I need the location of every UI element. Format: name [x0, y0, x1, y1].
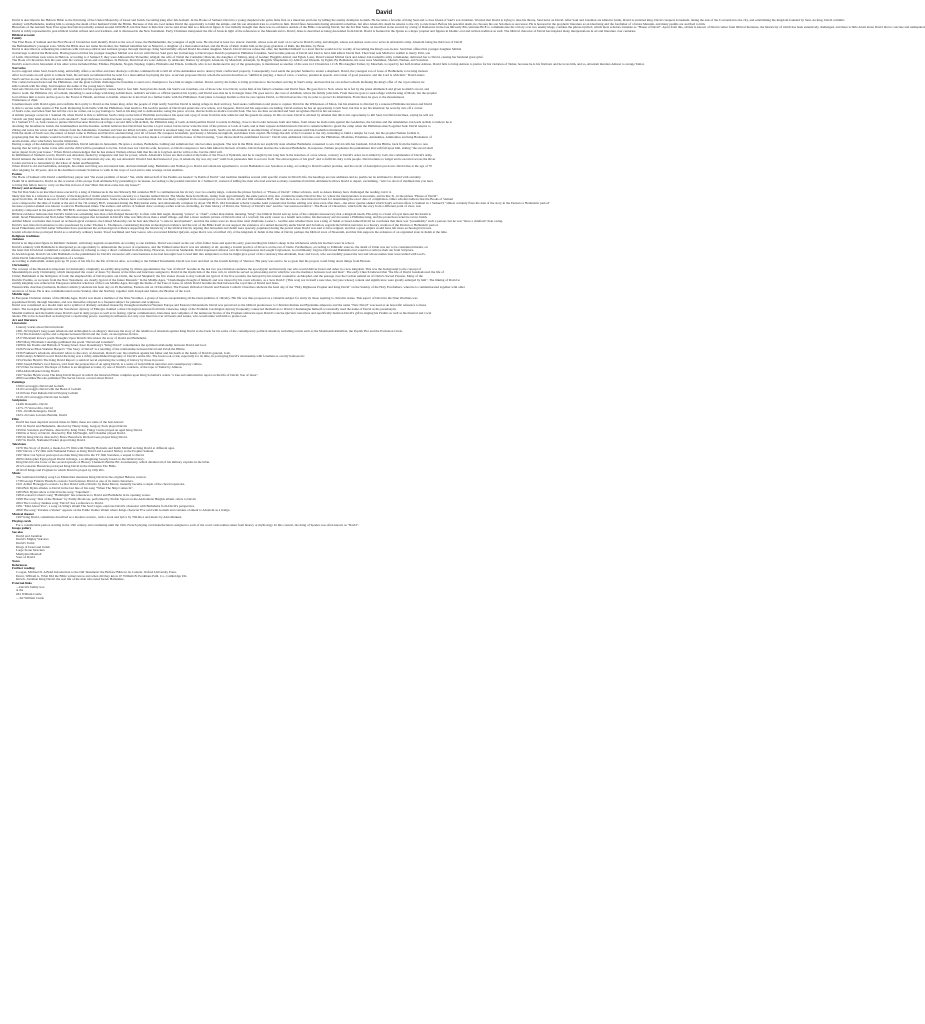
document-page — [12, 10, 925, 600]
section-heading: Narrative — [12, 65, 26, 70]
paragraph-line: Saul sets David over his army. All Israel loves David, but his popularity causes Saul to fear him. Saul plots his death, but Saul's son Jonathan, one of those who love David, warns him of his father's schemes and David flees. He goes first to Nob, where he is fed by the priest Ahimelech and given Goliath's sword, and — [12, 87, 429, 92]
paragraph-line: 1985 In King David, directed by Bruce Beresford, Richard Gere played King David. — [16, 434, 128, 439]
paragraph-line: Israel Finkelstein and Neil Asher Silberman have questioned the archaeological evidence supporting the historicity of the biblical David, arguing that Jerusalem and Judah were sparsely populated during the period when David was said to have reigned, and that a great empire would have left more archeological traces. — [12, 226, 432, 231]
paragraph-line: 2009 The song "Urianne a Sinner" appears on the Eddie Vedder album where Kings character Eve said with Goliath and contains a lament to Absalom as a bridge. — [16, 507, 231, 512]
paragraph-line: 1473–75 Verrocchio, David — [16, 405, 53, 410]
paragraph-line: then to Gath, the Philistine city of Goliath, intending to seek refuge with King Achish there. Achish's servants or official question his loyalty, and David sees that he is in danger there. He goes next to the cave of Adullam, where his family joins him. From there he goes to seek refuge with the king of Moab, but the prophet — [12, 91, 437, 96]
section-heading: Christianity — [12, 262, 30, 267]
paragraph-line: 1964 Bob Dylan alludes to David in the last line of his song "When The Ship Comes In". — [16, 486, 134, 490]
paragraph-line: Jonathan meets with David again and confirms his loyalty to David as the future king. After the people of Ziph notify Saul that David is taking refuge in their territory, Saul seeks confirmation and plans to capture David in the Wilderness of Maon, but his attention is diverted by a renewed Philistine invasion and David — [12, 102, 433, 107]
paragraph-line: Aram-Zobah, after which they become tributaries. — [12, 138, 79, 143]
paragraph-line: 2012 Leonardo Brzezicki portrayed King David in the miniseries The Bible. — [16, 464, 117, 469]
paragraph-line: In 1 Samuel 27:1–4, Saul ceases to pursue David because David took refuge a second time with Achish, the Philistine king of Gath. Achish permits David to reside in Ziklag, close to the border between Gath and Judea, from where he leads raids against the Geshurites, the Girzites and the Amalekites, but leads Achish to believe he is — [12, 120, 452, 125]
paragraph-line: 1997 In David, Nathaniel Parker played King David. — [16, 438, 86, 443]
paragraph-line: 1599 Caravaggio David and Goliath — [16, 383, 64, 388]
paragraph-line: were composed in the time of Josiah at the end of the 7th century BCE, extended during the Babylonian exile, and substantially complete by about 550 BCE. Old Testament scholar Graeme Auld contends that further editing was done even after then—the silver quarter-shekel which Saul's servant offers to Samuel in 1 Samuel 9 "almost certainly fixes the date of the story in the Persian or Hellenistic period" — [12, 200, 550, 205]
paragraph-line: During a siege of the Ammonite capital of Rabbah, David remains in Jerusalem. He spies a woman, Bathsheba, bathing and summons her; she becomes pregnant. The text in the Bible does not explicitly state whether Bathsheba consented to sex. David calls her husband, Uriah the Hittite, back from the battle to rest, — [12, 142, 429, 147]
paragraph-line: 1734 The Kentish Captive and a dispute between David and the court, an anonymous fiction. — [16, 332, 139, 337]
paragraph-line: prophesying that the temple would be built by one of David's sons. Nathan also prophesies that God has made a covenant with the house of David stating, "your throne shall be established forever". David wins additional victories over the Philistines, Moabites, Edomites, Amalekites, Ammonites and king Hadadezer of — [12, 135, 432, 139]
paragraph-line: 1681–82 Dryden's long poem Absalom and Achitophel is an allegory that uses the story of the rebellion of Absalom against King David as the basis for his satire of the contemporary political situation, including events such as the Monmouth Rebellion, the Popish Plot and the Exclusion Crisis. — [16, 328, 403, 333]
paragraph-line: 1610 Caravaggio David with the Head of Goliath — [16, 387, 82, 392]
paragraph-line: David is described in the Hebrew Bible as the third king of the United Monarchy of Israel and Judah, becoming king after Ish-bosheth. In the Books of Samuel, David is a young shepherd who gains fame first as a musician and later by killing the enemy champion Goliath. He becomes a favorite of King Saul and a close friend of Saul's son Jonathan. Worried that David is trying to take his throne, Saul turns on David. After Saul and Jonathan are killed in battle, David is anointed king. David conquers Jerusalem, taking the Ark of the Covenant into the city, and establishing the kingdom founded by Saul. As king, David commits — [12, 18, 845, 22]
paragraph-line: never depart from your house." When David acknowledges that he has sinned, Nathan advises him that his sin is forgiven and he will not die, but the child will. — [12, 149, 223, 154]
paragraph-line: Coogan, Michael D. A Brief Introduction to the Old Testament: the Hebrew Bible in its Context. Oxford University Press. — [16, 570, 177, 575]
paragraph-line: Muslim tradition and the hadith stress David's zeal in daily prayer as well as in fasting. Qur'an commentators, historians and compilers of the numerous Stories of the Prophets elaborate upon David's concise Qur'anic narratives and specifically mention David's gift in singing his Psalms as well as his musical and vocal — [12, 310, 432, 315]
paragraph-line: 1997 Max von Sydow portrayed an older King David in the TV film Solomon, a sequel to David. — [16, 453, 145, 458]
section-heading: Notes — [12, 559, 20, 564]
paragraph-line: 1997 Stefan Heym wrote The King David Report in which the historian Ethan compiles upon King Solomon's orders "a true and authoritative report on the life of David, Son of Jesse". — [16, 372, 259, 377]
paragraph-line: 1960 Joseph Heller's God Knows, told from the perspective of an aging David, is a satire of both biblical narrative and contemporary culture. — [16, 361, 203, 366]
paragraph-line: In fulfillment of Nathan's words, David's son Absalom, fueled by vengeance and lust for power, rebels. Absalom's forces are then routed at the battle of the Wood of Ephraim, and he is caught by his long hair in the branches of a tree where, contrary to David's order, he is killed by Joab, the commander of David's army. — [12, 153, 433, 158]
paragraph-line: Psalm 34 is attributed to David on the occasion of his escape from Abimelech by pretending to be insane. According to the parallel narrative in 1 Samuel 21, instead of killing the man who had exacted so many casualties from him, Abimelech allows David to depart, exclaiming, "Am I so short of madmen that you have — [12, 178, 434, 183]
paragraph-line: 1936 Faulkner's Absalom, Absalom! refers to the story of Absalom, David's son; his rebellion against his father and his death at the hands of David's general, Joab. — [16, 350, 231, 355]
paragraph-line: David laments the death of his favourite son: "O my son Absalom, my son, my son Absalom! Would I had died instead of you, O Absalom, my son, my son!" until Joab persuades him to recover from "the extravagance of his grief" and to fulfil his duty to his people. David returns to Gilgal and is escorted across the River — [12, 156, 436, 161]
paragraph-line: Matityahu Messiah — [16, 551, 42, 556]
paragraph-line: Wilderness of Ziph. — [12, 98, 39, 103]
section-heading: Biblical account — [12, 32, 35, 37]
paragraph-line: the basis that Uriah had committed a capital offense by refusing to obey a direct command from the King. However, in tractate Sanhedrin, David expressed remorse over his transgressions and sought forgiveness. God ultimately forgave David and Bathsheba but would not remove their sin from Scripture. — [12, 248, 414, 253]
section-heading: Musical theater — [12, 511, 35, 516]
paragraph-line: ancestors of Jesus. He is also commemorated on the Sunday after the Nativity, together with Joseph and James, the Brother of the Lord. — [12, 288, 191, 293]
paragraph-line: 1959 In Solomon and Sheba, directed by King Vidor, Finlay Currie played an aged King David. — [16, 427, 143, 432]
paragraph-line: popularised firstly through literature, and was thereafter adopted as a frequent subject for painters and sculptors. — [12, 299, 160, 304]
document-body — [12, 18, 925, 600]
paragraph-line: In Jewish legend, David's sin with Bathsheba is the punishment for David's excessive self-consciousness as he had besought God to lead him into temptation so that he might give proof of his constancy like Abraham, Isaac and Jacob, who successfully passed the test and whose names later were united with God's, — [12, 252, 426, 256]
paragraph-line: Davidic Psalms, as we learn from the New Testament, are clearly typical of the future Messiah." In the Middle Ages, "Charlemagne thought of himself, and was viewed by his court scholars, as a 'new David'. [This was] not in itself a new idea, but [one whose] content and significance were greatly enlarged by him". The linking of David to — [12, 277, 461, 282]
paragraph-line: 2009 Christopher Egan played David in Kings, a re-imagining loosely based on the biblical story. — [16, 456, 145, 461]
paragraph-line: David is an important figure in Rabbinic Judaism, with many legends around him. According to one tradition, David was raised as the son of his father Jesse and spent his early years herding his father's sheep in the wilderness while his brothers were in school. — [12, 241, 355, 246]
paragraph-line: Large Stone Structure — [16, 548, 45, 553]
section-heading: Religious traditions — [12, 233, 40, 238]
paragraph-line: The Tel Dan Stele is an inscribed stone erected by a king of Damascus in the late 9th/early 8th centuries BCE to commemorate his victory over two enemy kings, contains the phrase bytdwd, or "House of David". Other scholars, such as Anson Rainey have challenged the reading, but it is — [12, 189, 392, 194]
paragraph-line: A similar passage occurs in 1 Samuel 26, when David is able to infiltrate Saul's camp on the hill of Hachilah and remove his spear and a jug of water from his side while he and his guards lie asleep. In this account, David is advised by Abishai that this is his opportunity to kill Saul, but David declines, saying he will not — [12, 113, 434, 118]
paragraph-line: Ziklag and saves his wives and the citizens from the Amalekites. Jonathan and Saul are killed in battle, and David is anointed king over Judah. In the north, Saul's son Ish-bosheth is anointed king of Israel, and war ensues until Ish-bosheth is murdered. — [12, 127, 343, 132]
paragraph-line: 1972 Dan Jacobson's The Rape of Tamar is an imagined account, by one of David's courtiers, of the rape of Tamar by Amnon. — [16, 365, 183, 370]
section-heading: Literature — [12, 321, 27, 326]
section-heading: Further reading — [12, 566, 35, 571]
paragraph-line: In European Christian culture of the Middle Ages, David was made a member of the Nine Worthies, a group of heroes encapsulating all the ideal qualities of chivalry. His life was thus proposed as a valuable subject for study by those aspiring to chivalric status. This aspect of David in the Nine Worthies was — [12, 295, 418, 300]
section-heading: References — [12, 562, 28, 567]
paragraph-line: Dever, William G. What Did the Bible writers know and when did they know it? William B. Eerdmans Publ. Co., Cambridge UK. — [16, 573, 188, 578]
paragraph-line: small. Israel Finkelstein and Neil Asher Silberman suggest that Jerusalem in David's time was little more than a small village, and that a more realistic picture of David is that of a warlord; his early career as a bandit and outlaw, his mercenary service under a Philistine king, and the protection racket he ran in Judah. — [12, 215, 428, 220]
paragraph-line: Kings of Israel and Judah — [16, 544, 50, 549]
paragraph-line: David's Mighty Warriors — [16, 537, 49, 542]
paragraph-line: With the death of Saul's son, the elders of Israel come to Hebron and David is anointed king over all of Israel. He conquers Jerusalem, previously a Jebusite stronghold, and makes it his capital. He brings the Ark of the Covenant to the city, intending to build a temple for God, but the prophet Nathan forbids it, — [12, 131, 420, 136]
section-heading: See also — [12, 529, 24, 534]
paragraph-line: probably composed in the period 350–300 BCE, and uses Samuel and Kings as its source. — [12, 208, 131, 213]
paragraph-line: 1984 Allan Massie's King David. — [16, 369, 60, 373]
section-heading: Family — [12, 36, 22, 41]
paragraph-line: David's Tomb — [16, 540, 35, 545]
paragraph-line: Literary works about David include: — [16, 325, 64, 330]
paragraph-line: Historians of the Ancient Near East agree that David probably existed around 1000 BCE, but that there is little that can be said about him as a historical figure. It was initially thought that there was no evidence outside of the Bible concerning David, but the Tel Dan Stele, an inscribed stone erected by a king of Damascus in the late 9th/early 8th centuries BCE to commemorate his victory over two enemy kings, contains the phrase bytdwd, which most scholars translate as "House of David". Apart from this, all that is known of David comes from biblical literature, the historicity of which has been extensively challenged, and there is little detail about David that is concrete and undisputed. — [12, 25, 925, 30]
paragraph-line: 1951 In David and Bathsheba, directed by Henry King, Gregory Peck played David. — [16, 423, 128, 428]
paragraph-line: —David's family tree — [16, 584, 45, 589]
paragraph-line: 1976 The Story of David, a made-for-TV film with Timothy Bottoms and Keith Michell as King David at different ages. — [16, 445, 175, 450]
paragraph-line: Christ; Bethlehem is the birthplace of both; the shepherd life of David points out Christ, the Good Shepherd; the five stones chosen to slay Goliath are typical of the five wounds; the betrayal by his trusted counsellor, Achitophel, and the passage over the Cedron remind us of Christ's Sacred Passion. Many of the — [12, 273, 423, 278]
section-heading: Psalms — [12, 171, 22, 176]
paragraph-line: likely that this is a reference to a dynasty of the Kingdom of Judah which traced its ancestry to a founder named David. The Mesha Stele from Moab, dating from approximately the same period, may also contain the name David in line 12, where the interpretation is uncertain, and in line 31, in the phrase "House of David". — [12, 193, 439, 198]
section-heading: History and archaeology — [12, 186, 47, 191]
paragraph-line: in marriage to Abital the Hebronite. Having been told that his younger daughter Michal was in love with David, Saul gave her in marriage to David upon David's payment in Philistine foreskins. Saul became jealous of David and tried to have him killed. David fled. Then Saul sent Michal to Gallim to marry Palti, son — [12, 50, 431, 55]
paragraph-line: Biblical evidence indicates that David's Judah was something less than a full-fledged monarchy: it often calls him nagid, meaning "prince" or "chief", rather than melek, meaning "king"; the biblical David sets up none of the complex bureaucracy that a kingdom needs. His army is a band of loyal men and his harem is — [12, 211, 431, 216]
paragraph-line: Gad advises him to leave and he goes to the Forest of Hereth, and then to Keilah, where he is involved in a further battle with the Philistines. Saul plans to besiege Keilah so that he can capture David, so David leaves the city in order to protect its inhabitants. From there he goes to the mountainous — [12, 94, 405, 99]
paragraph-line: David is described as cementing his relations with various political and national groups through marriage. King Saul initially offered David his eldest daughter, Merab. David did not refuse the offer, but humbled himself to a level that he would not be worthy of becoming the King's son-in-law. Saul then offered his younger daughter Michal — [12, 47, 462, 52]
paragraph-line: 1998 The song "One of the Broken" by Paddy McAloon, performed by Prefab Sprout on the Andromeda Heights album, refers to David. — [16, 496, 197, 501]
paragraph-line: kills Goliath with his sling. Saul inquires the name of the young hero's father. — [12, 83, 114, 88]
paragraph-line: The traditional birthday song Les Misérables mentions King David in the original Hebrew version. — [16, 475, 147, 480]
paragraph-line: David's sons born in Jerusalem of his other wives included Ibhar, Elishua, Eliphelet, Nogah, Nepheg, Japhia, Elishama and Eliada. Jerimoth, who is not mentioned in any of the genealogies, is mentioned as another of his sons in 2 Chronicles 11:18. His daughter Tamar, by Maachah, is raped by her half-brother Amnon. David fails to bring Amnon to justice for his violation of Tamar, because he is his firstborn and he loves him, and so, Absalom murders Amnon to avenge Tamar. — [12, 61, 645, 66]
section-heading: Middle Ages — [12, 292, 30, 297]
section-heading: Art and literature — [12, 317, 38, 322]
paragraph-line: 1984 Leonard Cohen's song "Hallelujah" has references to David and Bathsheba in its opening verses. — [16, 493, 151, 498]
paragraph-line: 1817 Elizabeth Rowe's poem Thoughts Upon David's Sin relates the story of David and Bathsheba. — [16, 336, 147, 341]
paragraph-line: The First Book of Samuel and the First Book of Chronicles both identify David as the son of Jesse, the Bethlehemite, the youngest of eight sons. He also had at least two sisters: Zeruiah, whose sons all went on to serve in David's army, and Abigail, whose son Amasa went on to serve in Absalom's army. Absalom being the third son of David — [12, 39, 463, 44]
paragraph-line: 1991 "Mad About You", a song on Sting's album The Soul Cages, explores David's obsession with Bathsheba from David's perspective. — [16, 504, 195, 509]
section-heading: External links — [12, 581, 32, 586]
paragraph-line: talents. His voice is described as having had a captivating power, weaving its influence not only over man but over all beasts and nature, who would unite with him to praise God. — [12, 314, 247, 319]
paragraph-line: War comes between Israel and the Philistines, and the giant Goliath challenges the Israelites to send out a champion to face him in single combat. David, sent by his father to bring provisions to his brothers serving in Saul's army, declares that he can defeat Goliath. Refusing the king's offer of the royal armour, he — [12, 80, 425, 85]
paragraph-line: David's adultery with Bathsheba is interpreted as an opportunity to demonstrate the power of repentance, and the Talmud states that it was not adultery at all, quoting a Jewish practice of divorce on the eve of battle. Furthermore, according to Talmudic sources, the death of Uriah was not to be considered murder, on — [12, 244, 428, 249]
paragraph-line: is able to secure some respite at Ein Gedi. Returning from battle with the Philistines, Saul heads to Ein Gedi in pursuit of David and enters the cave where, as it happens, David and his supporters are hiding. David realises he has an opportunity to kill Saul, but this is not his intention: he secretly cuts off a corner — [12, 105, 423, 110]
paragraph-line: of Laish. David then took wives in Hebron, according to 2 Samuel 3; they were Ahinoam the Yizreelite; Abigail, the wife of Nabal the Carmelite; Maacah, the daughter of Talmay, king of Geshur; Haggith; Abital; and Eglah. Later, David wanted Michal back and Abner, Ish-bosheth's army commander, delivered her to David, causing her husband great grief. — [12, 54, 484, 59]
paragraph-line: After God sends an evil spirit to torment Saul, his servants recommend that he send for a man skilled in playing the lyre. A servant proposes David, whom the servant describes as "skillful in playing, a man of valor, a warrior, prudent in speech, and a man of good presence; and the Lord is with him." David enters — [12, 72, 425, 77]
paragraph-line: 1501–04 Michelangelo, David — [16, 409, 57, 414]
paragraph-line: When David is old and bedridden, Adonijah, his eldest surviving son and natural heir, declares himself king. Bathsheba and Nathan go to David and obtain his agreement to crown Bathsheba's son Solomon as king, according to David's earlier promise, and the revolt of Adonijah is put down. David dies at the age of 70 — [12, 164, 432, 169]
section-heading: Sculptures — [12, 398, 27, 403]
section-heading: Paintings — [12, 379, 26, 384]
paragraph-line: Saul's service as one of the royal armor-bearers and plays the lyre to soothe the king. — [12, 76, 124, 81]
paragraph-line: 1954 Stefan Heym's The King David Report: a satirical novel exploring the writing of history by those in power. — [16, 358, 165, 363]
paragraph-line: adultery with Bathsheba, leading him to arrange the death of her husband Uriah the Hittite. Because of this sin, God denies David the opportunity to build the temple, and his son Absalom tries to overthrow him. David flees Jerusalem during Absalom's rebellion, but after Absalom's death he returns to the city to rule Israel. Before his peaceful death, he chooses his son Solomon as successor. He is honored in the prophetic literature as an ideal king and the forefather of a future Messiah, and many psalms are ascribed to him. — [12, 21, 706, 26]
paragraph-line: David was considered as a model ruler and a symbol of divinely-ordained monarchy throughout medieval Western Europe and Eastern Christendom. David was perceived as the biblical predecessor to Christian Roman and Byzantine emperors and the name "New David" was used as an honorific reference to these — [12, 303, 427, 308]
paragraph-line: 1926 Frances Ellen Watkins Harper's "The Story of David" is a retelling of the relationship between David and Uriah the Hittite. — [16, 347, 186, 352]
paragraph-line: attacking the Israelites in Judah, the Jerahmeelites and the Kenites. Achish believes that David had become a loyal vassal, but he never wins the trust of the princes or lords of Gath, and at their request Achish instructs David to remain behind to guard the camp when the Philistines march against Saul. David returns to — [12, 124, 431, 129]
paragraph-line: 2004 The Cowboy Junkies song "David" has a reference to David. — [16, 500, 104, 505]
paragraph-line: Jordan and back to Jerusalem by the tribes of Judah and Benjamin. — [12, 160, 101, 165]
paragraph-line: Western Rite churches (Lutheran, Roman Catholic) celebrate his feast day on 29 December, Eastern-rite on 19 December. The Eastern Orthodox Church and Eastern Catholic Churches celebrate the feast day of the "Holy Righteous Prophet and King David" on the Sunday of the Holy Forefathers, when he is commemorated together with other — [12, 284, 465, 289]
paragraph-line: Sons of David — [16, 555, 35, 560]
paragraph-line: Kirsch, Jonathan King David: the real life of the man who ruled Israel. Ballantine. — [16, 577, 125, 582]
paragraph-line: Apart from this, all that is known of David comes from biblical literature. Some scholars have concluded that this was likely compiled from contemporary records of the 11th and 10th centuries BCE, but that there is no clear historical basis for determining the exact date of compilation. Other scholars believe that the Books of Samuel — [12, 197, 453, 202]
paragraph-line: at the — [16, 588, 24, 593]
paragraph-line: of Saul's robe, and when Saul has left the cave he comes out to pay homage to Saul as his king and to demonstrate, using the piece of robe, that he holds no malice towards Saul. The two are thus reconciled and Saul recognises David as his successor. — [12, 109, 341, 114]
paragraph-line: 2016 Of Kings and Prophets in which David is played by Olly Rix. — [16, 467, 105, 472]
paragraph-line: According to midrashim, Adam gave up 70 years of his life for the life of David. Also, according to the Talmud Yerushalmi, David was born and died on the Jewish holiday of Shavuot. His piety was said to be so great that his prayers could bring down things from Heaven. — [12, 259, 371, 264]
paragraph-line: 1738 George Frideric Handel's oratorio Saul features David as one of its main characters. — [16, 478, 134, 483]
paragraph-line: 1997 David, a TV film with Nathaniel Parker as King David and Leonard Nimoy as the Prophet Samuel. — [16, 449, 155, 454]
paragraph-line: rulers. The Georgian Bagratids and the Solomonic dynasty of Ethiopia claimed a direct biological descent from him. Likewise, kings of the Frankish Carolingian dynasty frequently connected themselves to David; Charlemagne himself occasionally used the name of David as his pseudonym. — [12, 306, 397, 311]
paragraph-line: 1921 Arthur Honegger's oratorio Le Roi David with a libretto by René Morax, instantly became a staple of the choral repertoire. — [16, 482, 186, 487]
paragraph-line: 1983 Bob Dylan refers to David in his song "Jokerman". — [16, 489, 91, 494]
paragraph-line: while David failed through the temptation of a woman. — [12, 255, 85, 260]
paragraph-line: God is angered when Saul, Israel's king, unlawfully offers a sacrifice and later disobeys a divine command both to kill all of the Amalekites and to destroy their confiscated property. Consequently, God sends the prophet Samuel to anoint a shepherd, David, the youngest son of Jesse of Bethlehem, to be king instead. — [12, 69, 429, 74]
paragraph-line: King David is the focus of the second episode of History Channel's Battles BC documentary, which detailed all of his military exploits in the bible. — [16, 460, 210, 465]
paragraph-line: —Tel William Castle — [16, 595, 44, 600]
paragraph-line: 1440s Donatello, David — [16, 401, 48, 406]
section-heading: Music — [12, 471, 21, 476]
page-title: David — [375, 10, 393, 16]
paragraph-line: hoping that he will go home to his wife and the child will be presumed to be his. Uriah does not visit his wife, however, so David conspires to have him killed in the heat of battle. David then marries the widowed Bathsheba. In response, Nathan prophesies the punishment that will fall upon him, stating "the sword shall — [12, 145, 433, 150]
paragraph-line: 1960 In A Story of David, directed by Bob McNaught, Jeff Chandler played David. — [16, 431, 126, 436]
paragraph-line: to bring this fellow here to carry on like this in front of me? Must this man come into my house?" — [12, 182, 141, 187]
paragraph-line: The Book of Samuel calls David a skillful harp player and "the sweet psalmist of Israel." Yet, while almost half of the Psalms are headed "A Psalm of David" and tradition identifies several with specific events in David's life, the headings are late additions and no psalm can be attributed to David with certainty. — [12, 175, 422, 180]
paragraph-line: 2000 Geraldine Brooks published The Secret Chord, a novel about David. — [16, 376, 114, 381]
paragraph-line: David has been depicted several times in films; these are some of the best-known: — [16, 420, 125, 425]
section-heading: Television — [12, 442, 26, 447]
section-heading: Film — [12, 416, 19, 421]
section-heading: Judaism — [12, 237, 24, 242]
paragraph-line: Jewish scholars have portrayed David as a relatively ordinary leader. Yosef Garfinkel and Saar Ganor, who excavated Khirbet Qeiyafa, argue that it was a fortified city of the kingdom of Judah in the time of David, perhaps the biblical town of Shaaraim, and that this supports the existence of an organized state in Judah at the time. — [12, 230, 448, 235]
paragraph-line: 1908 In his Poems and Ballads of Young Israel, Isaac Rosenberg's "King David" contemplates the spiritual relationship between David and God. — [16, 343, 207, 348]
section-heading: Playing cards — [12, 518, 32, 523]
paragraph-line: Messiahship in early Christianity, which interpreted the career of Jesus "by means of the titles and functions assigned to David in the mysticism of the Zion cult, in which he served as priest-king and in which he was the mediator between God and man". The early Church believed that "the life of David foreshadowed the life of — [12, 270, 444, 275]
paragraph-line: 1619 Peter Paul Rubens David Slaying Goliath — [16, 390, 79, 395]
paragraph-line: 1997 King David, sometimes described as a modern oratorio, with a book and lyrics by Tim Rice and music by Alan Menken. — [16, 515, 183, 520]
paragraph-line: 1610–20 Caravaggio David and Goliath — [16, 394, 69, 399]
paragraph-line: David is richly represented in post-biblical Jewish written and oral tradition, and is discussed in the New Testament. Early Christians interpreted the life of Jesus in light of the references to the Messiah and to David; Jesus is described as being descended from David. David is featured in the Quran as a major prophet and figures in Islamic oral and written tradition as well. The biblical character of David has inspired many interpretations in art and literature over centuries. — [12, 28, 637, 33]
paragraph-line: "stretch out [his] hand against the Lord's anointed". Saul confesses that he has been wrong to pursue David and blesses him. — [12, 116, 176, 121]
paragraph-line: For a considerable period, starting in the 15th century and continuing until the 19th, French playing card manufacturers assigned to each of the court cards names taken from history or mythology. In this context, the King of Spades was often known as "David". — [16, 522, 360, 527]
paragraph-line: The Book of Chronicles lists his sons with his various wives and concubines. In Hebron, David had six sons: Amnon, by Ahinoam; Daniel, by Abigail; Absalom, by Maachah; Adonijah, by Haggith; Shephatiah, by Abital; and Ithream, by Eglah. By Bathsheba, his sons were Shammua, Shobab, Nathan, and Solomon. — [12, 58, 429, 63]
paragraph-line: Amihai Mazar concludes that, based on archaeological evidence, the United Monarchy can be best described as "a state in development", and that the rulers were no more than rural chieftains. Lester L. Grabbe asks whether there was a king of Judah or Israel named David; he concludes that there was "presumably" such a person, but he was "more a chieftain" than a king. — [12, 219, 503, 224]
paragraph-line: David's real, historical existence is also questioned by some: Thomas L. Thompson, considering that this archeological evidence and the text of the Bible itself do not support the existence of a united monarchy under David and Solomon, regards the biblical narrative as a literary creation of the Persian or Hellenistic period. — [12, 222, 439, 227]
paragraph-line: 1623–24 Gian Lorenzo Bernini, David — [16, 412, 67, 417]
paragraph-line: 1946 Gladys Schmitt's novel David the King was a richly embellished biography of David's entire life. The book took a risk, especially for its time, in portraying David's relationship with Jonathan as overtly homoerotic. — [16, 354, 306, 359]
paragraph-line: after reigning for 40 years, and on his deathbed counsels Solomon to walk in the ways of God and to take revenge on his enemies. — [12, 167, 184, 172]
paragraph-line: Old William Castle — [16, 592, 42, 597]
paragraph-line: earthly kingship was reflected in European cathedral windows of the Late Middle Ages, through the theme of the Tree of Jesse, in which David became the link between the royal line of David and Jesus. — [12, 281, 280, 286]
paragraph-line: 1893 Mary Elizabeth Coleridge published the poem "David and Jonathan". — [16, 339, 115, 344]
paragraph-line: because a quarter-shekel was known to exist in Hasmonean times. The authors and editors of Samuel drew on many earlier sources, including, for their history of David, the "history of David's rise" and the "succession narrative". The Book of Chronicles, which tells the story from a different point of view, was — [12, 204, 421, 209]
section-heading: Image gallery — [12, 526, 32, 531]
paragraph-line: The concept of the Messiah is important in Christianity. Originally an earthly king ruling by divine appointment, the "son of David" became in the last two pre-Christian centuries the apocalyptic and heavenly one who would deliver Israel and usher in a new kingdom. This was the background to the concept of — [12, 266, 422, 271]
paragraph-line: the Bethlehemite's youngest sons. While the Bible does not name his mother, the Talmud identifies her as Nitzevet, a daughter of a man named Adael, and the Book of Ruth claims him as the great-grandson of Ruth, the Moabite, by Boaz. — [12, 43, 325, 48]
paragraph-line: David and Jonathan — [16, 533, 43, 538]
